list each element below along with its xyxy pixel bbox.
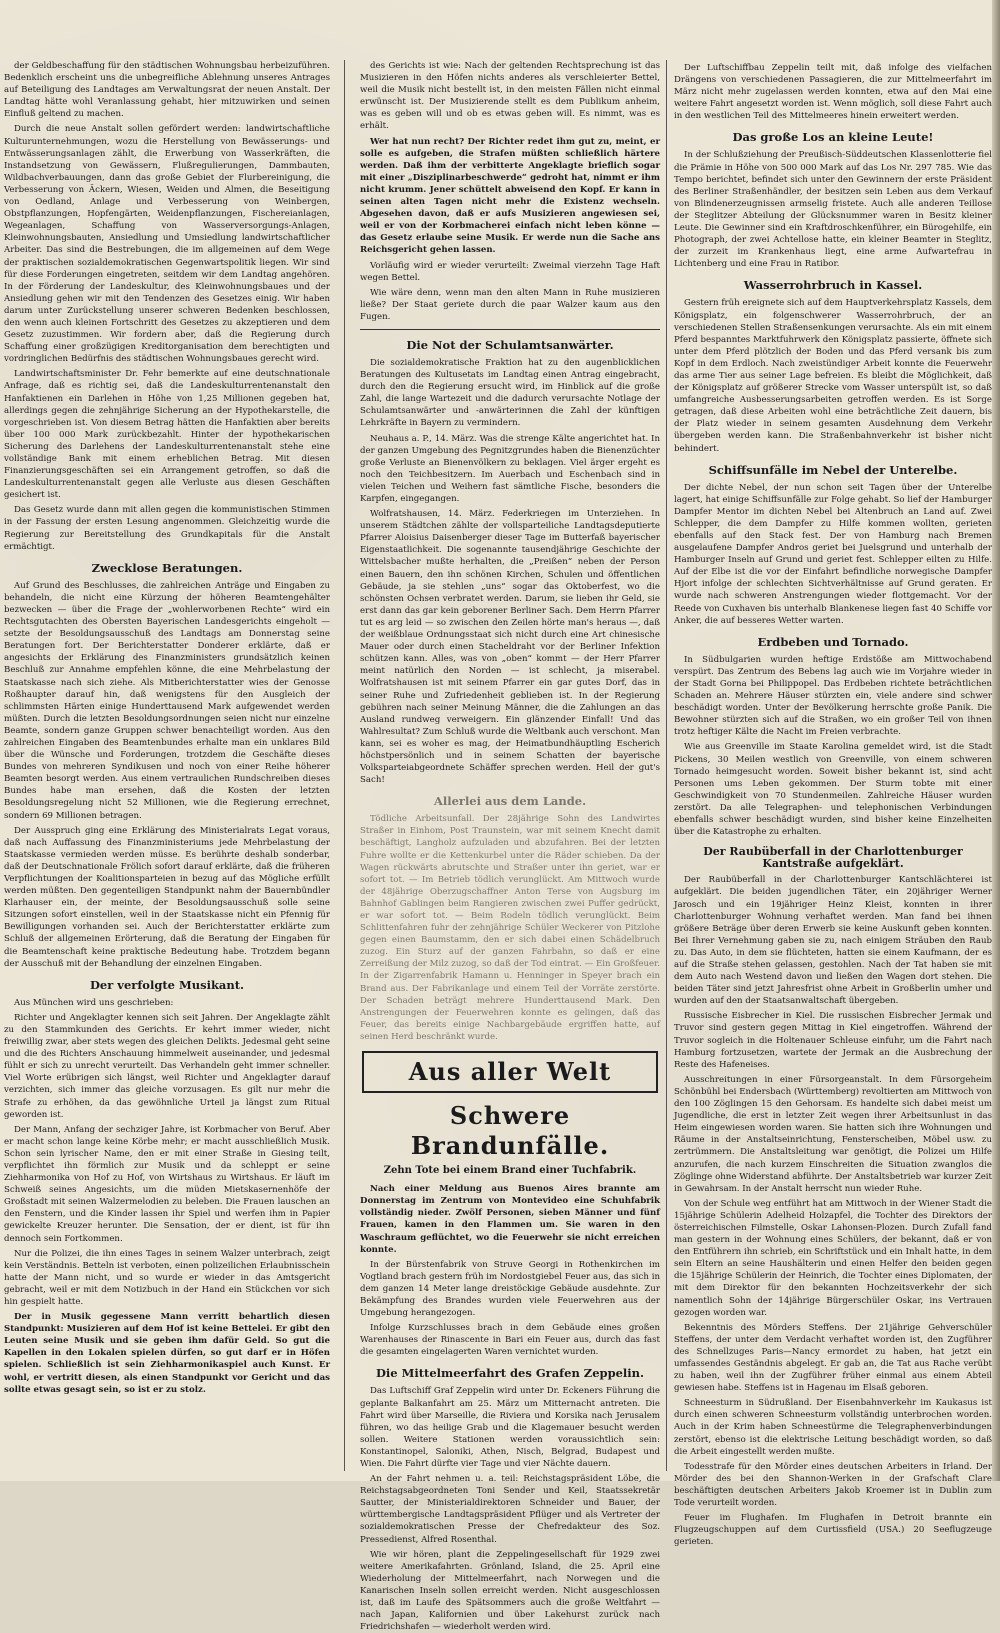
- article-headline: Wasserrohrbruch in Kassel.: [743, 278, 923, 293]
- article-headline: Die Mittelmeerfahrt des Grafen Zeppelin.: [375, 1366, 645, 1381]
- article-headline-large: Schwere Brandunfälle.: [410, 1101, 610, 1161]
- article-paragraph: Der in Musik gegessene Mann verritt behartlich diesen Standpunkt: Musizieren auf dem Hof ist keine Bettelei. Er gibt den Leuten seine Musik und sie geben ihm dafür Geld. So gut die Kapellen in den Lokalen spielen dürfen, so gut darf er in Höfen spielen. Schließlich ist sein Ziehharmonikaspiel auch Kunst. Er wohl, er vertritt diesen, als einen Standpunkt vor Gericht und das sollte etwas gesagt sein, so ist er zu stolz.: [4, 1312, 330, 1395]
- article-paragraph: Die sozialdemokratische Fraktion hat zu den augenblicklichen Beratungen des Kultusetats im Landtag einen Antrag eingebracht, durch den die Regierung ersucht wird, im Hinblick auf die große Zahl, die lange Wartezeit und die dadurch verursachte Notlage der Schulamtsanwärter und -anwärterinnen die Zahl der künftigen Lehrkräfte in Bayern zu vermindern.: [360, 357, 660, 429]
- article-headline: Die Not der Schulamtsanwärter.: [406, 337, 614, 352]
- article-paragraph: In der Schlußziehung der Preußisch-Süddeutschen Klassenlotterie fiel die Prämie in Höhe von 500 000 Mark auf das Los Nr. 297 785. Wie das Tempo berichtet, befindet sich unter den Gewinnern der erste Präsident des Berliner Straßenhändler, der besitzen sein Leben aus dem Verkauf von Blindenerzeugnissen armselig fristete. Auch alle anderen Teillose der Steglitzer Abteilung der Glücksnummer waren in Besitz kleiner Leute. Die Gewinner sind ein Kraftdroschkenführer, ein Bürogehilfe, ein Photograph, der zwei Achtellose hatte, ein kleiner Beamter in Steglitz, der zurzeit im Krankenhaus liegt, eine arme Aufwartefrau in Lichtenberg und eine Frau in Ratibor.: [674, 150, 992, 270]
- article-paragraph: Der Ausspruch ging eine Erklärung des Ministerialrats Legat voraus, daß nach Auffassung des Finanzministeriums jede Mehrbelastung der Staatskasse vermieden werden müsse. Es berührte deshalb sonderbar, daß der Deutschnationale Frölich sofort darauf erklärte, daß die früheren Verpflichtungen der Koalitionsparteien in bezug auf das Mögliche erfüllt werden müßten. Den gegenteiligen Standpunkt nahm der Bauernbündler Klarhauser ein, der meinte, der Besoldungsausschuß solle seine Sitzungen sofort einstellen, weil in der Staatskasse nicht ein Pfennig für Bewilligungen vorhanden sei. Auch der Berichterstatter erklärte zum Schluß der allgemeinen Erörterung, daß die Beratung der Eingaben für die Beamtenschaft keine praktische Bedeutung habe. Trotzdem begann der Ausschuß mit der Behandlung der einzelnen Eingaben.: [4, 825, 330, 969]
- article-paragraph: Der Luftschiffbau Zeppelin teilt mit, daß infolge des vielfachen Drängens von verschiedenen Passagieren, die zur Mittelmeerfahrt im März nicht mehr zugelassen werden konnten, etwa auf den Mai eine weitere Fahrt angesetzt worden ist. Wenn möglich, soll diese Fahrt auch in den westlichen Teil des Mittelmeeres hinein erweitert werden.: [674, 63, 992, 122]
- article-paragraph: Bekenntnis des Mörders Steffens. Der 21jährige Gehverschüler Steffens, der unter dem Verdacht verhaftet worden ist, den Zugführer des Schnellzuges Paris—Nancy ermordet zu haben, hat jetzt ein umfassendes Geständnis abgelegt. Er gab an, die Tat aus Rache verübt zu haben, weil ihn der Zugführer früher einmal aus einem Abteil gewiesen habe. Steffens ist in Hagenau im Elsaß geboren.: [674, 1322, 992, 1394]
- article-paragraph: In Südbulgarien wurden heftige Erdstöße am Mittwochabend verspürt. Das Zentrum des Bebens lag auch wie im Vorjahre wieder in der Stadt Gorna bei Philippopel. Das Erdbeben richtete beträchtlichen Schaden an. Mehrere Häuser stürzten ein, viele andere sind schwer beschädigt worden. Unter der Bevölkerung herrschte große Panik. Die Bewohner stürzten sich auf die Straßen, wo ein großer Teil von ihnen trotz heftiger Kälte die Nacht im Freien verbrachte.: [674, 654, 992, 738]
- article-paragraph: Nach einer Meldung aus Buenos Aires brannte am Donnerstag im Zentrum von Montevideo eine Schuhfabrik vollständig nieder. Zwölf Personen, sieben Männer und fünf Frauen, kamen in den Flammen um. Sie waren in den Waschraum geflüchtet, wo die Feuerwehr sie nicht erreichen konnte.: [360, 1184, 660, 1255]
- article-headline: Schiffsunfälle im Nebel der Unterelbe.: [708, 462, 958, 477]
- article-headline: Zwecklose Beratungen.: [91, 560, 243, 575]
- article-paragraph: Wie aus Greenville im Staate Karolina gemeldet wird, ist die Stadt Pickens, 30 Meilen westlich von Greenville, von einem schweren Tornado heimgesucht worden. Soweit bisher bekannt ist, sind acht Personen ums Leben gekommen. Der Sturm tobte mit einer Geschwindigkeit von 70 Stundenmeilen. Zahlreiche Häuser wurden zerstört. Da alle Telegraphen- und telephonischen Verbindungen ebenfalls schwer beschädigt wurden, sind bisher keine Einzelheiten über die Katastrophe zu erhalten.: [674, 742, 992, 838]
- column-rule: [666, 60, 667, 1471]
- article-paragraph: Wie wir hören, plant die Zeppelingesellschaft für 1929 zwei weitere Amerikafahrten. Grönland, Island, die 25. April eine Wiederholung der Mittelmeerfahrt, nach Norwegen und die Kanarischen Inseln sollen erreicht werden. Nicht ausgeschlossen ist, daß im Laufe des Spätsommers auch die große Weltfahrt — nach Japan, Kalifornien und über Lakehurst zurück nach Friedrichshafen — wiederholt werden wird.: [360, 1549, 660, 1633]
- article-paragraph: Wer hat nun recht? Der Richter redet ihm gut zu, meint, er solle es aufgeben, die Strafen müßten schließlich härtere werden. Daß ihm der verbitterte Angeklagte brieflich sogar mit einer „Disziplinarbeschwerde“ gedroht hat, nimmt er ihm nicht krumm. Jener schüttelt abweisend den Kopf. Er kann in seinen alten Tagen nicht mehr die Existenz wechseln. Abgesehen davon, daß er aufs Musizieren angewiesen sei, weil er von der Korbmacherei einfach nicht leben könne — das Gesetz erlaube seine Musik. Er werde nun die Sache ans Reichsgericht gehen lassen.: [360, 136, 660, 256]
- article-paragraph: Auf Grund des Beschlusses, die zahlreichen Anträge und Eingaben zu behandeln, die nicht eine Kürzung der höheren Beamtengehälter bezwecken — über die Frage der „wohlerworbenen Rechte“ wird ein Rechtsgutachten des Obersten Bayerischen Landesgerichts eingeholt — setzte der Besoldungsausschuß des Landtags am Donnerstag seine Beratungen fort. Der Berichterstatter Donderer erklärte, daß er angesichts der Erklärung des Finanzministers grundsätzlich keinen Beschluß zur Annahme empfehlen könne, die eine Mehrbelastung der Staatskasse nach sich ziehe. Als Mitberichterstatter wies der Genosse Roßhaupter darauf hin, daß wenigstens für den Ausgleich der schlimmsten Härten einige Hunderttausend Mark aufgewendet werden müßten. Durch die letzten Besoldungsordnungen seien nicht nur einzelne Beamte, sondern ganze Gruppen schwer benachteiligt worden. Aus den zahlreichen Eingaben des Beamtenbundes erhalte man ein unklares Bild über die Wünsche und Forderungen, trotzdem die Geschäfte dieses Bundes von mehreren Syndikusen und noch von einer Reihe höherer Beamten besorgt werden. Aus einem vertraulichen Rundschreiben dieses Bundes habe man ersehen, daß die Kosten der letzten Besoldungsregelung nicht 52 Millionen, wie die Regierung errechnet, sondern 69 Millionen betragen.: [4, 580, 330, 821]
- article-paragraph: Der Raubüberfall in der Charlottenburger Kantschlächterei ist aufgeklärt. Die beiden jugendlichen Täter, ein 20jähriger Werner Jarosch und ein 19jähriger Heinz Kleist, konnten in ihrer Charlottenburger Wohnung verhaftet werden. Man fand bei ihnen größere Beträge über deren Erwerb sie keine Auskunft geben konnten. Bei Ihrer Vernehmung gaben sie zu, nach einigem Sträuben den Raub zu. Das Auto, in dem sie flüchteten, hatten sie einem Kaufmann, der es auf die Straße stehen gelassen, gestohlen. Nach der Tat haben sie mit dem Auto nach Westend davon und ließen den Wagen dort stehen. Die beiden Täter sind jetzt Jahresfrist ohne Arbeit in Großberlin umher und wurden auf den der Staatsanwaltschaft übergeben.: [674, 875, 992, 1007]
- article-paragraph: Durch die neue Anstalt sollen gefördert werden: landwirtschaftliche Kulturunternehmungen, wozu die Herstellung von Bewässerungs- und Entwässerungsanlagen zählt, die Erwerbung von Wasserkräften, die Instandsetzung von Gewässern, Flußregulierungen, Dammbauten, Wildbachverbauungen, dann das große Gebiet der Flurbereinigung, die Verbesserung von Äckern, Wiesen, Weiden und Almen, die Beseitigung von Oedland, Anlage und Verbesserung von Weinbergen, Obstpflanzungen, Hopfengärten, Weidenpflanzungen, Fischereianlagen, Wegeanlagen, Schaffung von Wasserversorgungs-Anlagen, Kleinwohnungsbauten, Ansiedlung und Umsiedlung landwirtschaftlicher Arbeiter. Das sind die Bestrebungen, die im allgemeinen auf dem Wege der praktischen sozialdemokratischen Gegenwartspolitik liegen. Wir sind für diese Forderungen eingetreten, seitdem wir dem Landtag angehören. In der Förderung der Landeskultur, des Kleinwohnungsbaues und der Ansiedlung gehen wir mit den Tendenzen des Gesetzes einig. Wir haben darum unter Zurückstellung unserer schweren Bedenken beschlossen, den wenn auch kleinen Fortschritt des Gesetzes zu akzeptieren und dem Gesetz zuzustimmen. Wir fordern aber, daß die Regierung durch Schaffung einer großzügigen Kreditorganisation dem berechtigten und vordringlichen Bedürfnis des städtischen Wohnungsbaues gerecht wird.: [4, 124, 330, 365]
- article-paragraph: Wie wäre denn, wenn man den alten Mann in Ruhe musizieren ließe? Der Staat geriete durch die paar Walzer kaum aus den Fugen.: [360, 287, 660, 322]
- article-paragraph: Neuhaus a. P., 14. März. Was die strenge Kälte angerichtet hat. In der ganzen Umgebung des Pegnitzgrundes haben die Bienenzüchter große Verluste an Bienenvölkern zu beklagen. Viel ärger ergeht es noch den Teichbesitzern. Im Auerbach und Eschenbach sind in vielen Teichen und Weihern fast sämtliche Fische, besonders die Karpfen, eingegangen.: [360, 433, 660, 504]
- article-paragraph: An der Fahrt nehmen u. a. teil: Reichstagspräsident Löbe, die Reichstagsabgeordneten Toni Sender und Keil, Staatssekretär Sautter, der Ministerialdirektoren Schneider und Bauer, der württembergische Landtagspräsident Pflüger und als Vertreter der sozialdemokratischen Presse der Chefredakteur des Soz. Pressedienst, Alfred Rosenthal.: [360, 1474, 660, 1545]
- section-divider: [360, 329, 660, 330]
- article-paragraph: Tödliche Arbeitsunfall. Der 28jährige Sohn des Landwirtes Straßer in Einhom, Post Traunstein, war mit seinem Knecht damit beschäftigt, Langholz aufzuladen und abzufahren. Bei der letzten Fuhre wollte er die Kettenkurbel unter die Räder schieben. Da der Wagen rückwärts abrutschte und Straßer unter ihn geriet, war er sofort tot. — Im Betrieb tödlich verunglückt. Am Mittwoch wurde der 48jährige Oberzugschaffner Anton Terse von Augsburg im Bahnhof Gablingen beim Rangieren zwischen zwei Puffer gedrückt, er war sofort tot. — Beim Rodeln tödlich verunglückt. Beim Schlittenfahren fuhr der zehnjährige Schüler Weckerer von Pitzlohe gegen einen Baumstamm, den er sich dabei einen Schädelbruch zuzog. Ein Sturz auf der ganzen Fahrbahn, so daß er eine Zerreißung der Milz zuzog, so daß der Tod eintrat. — Ein Großfeuer. In der Zigarrenfabrik Hamann u. Henninger in Speyer brach ein Brand aus. Der Fabrikanlage und einem Teil der Vorräte zerstörte. Der Schaden beträgt mehrere Hunderttausend Mark. Den Anstrengungen der Feuerwehren konnte es gelingen, daß das Feuer, das bereits einige Nachbargebäude ergriffen hatte, auf seinen Herd beschränkt wurde.: [360, 814, 660, 1042]
- article-paragraph: Gestern früh ereignete sich auf dem Hauptverkehrsplatz Kassels, dem Königsplatz, ein folgenschwerer Wasserrohrbruch, der an verschiedenen Stellen Straßensenkungen verursachte. Als ein mit einem Pferd bespanntes Marktfuhrwerk den Königsplatz passierte, öffnete sich unter dem Pferd plötzlich der Boden und das Pferd versank bis zum Kopf in dem Erdloch. Nach zweistündiger Arbeit konnte die Feuerwehr das arme Tier aus seiner Lage befreien. Es bleibt die Möglichkeit, daß der Königsplatz auf größerer Strecke vom Wasser unterspült ist, so daß umfangreiche Ausbesserungsarbeiten getroffen werden. Es ist Sorge getragen, daß diese Arbeiten wohl eine beträchtliche Zeit dauern, bis der Platz wieder in seinem gesamten Ausdehnung dem Verkehr übergeben werden kann. Die Straßenbahnverkehr ist bisher nicht behindert.: [674, 298, 992, 454]
- column-left: [4, 60, 330, 1473]
- article-paragraph: Schneesturm in Südrußland. Der Eisenbahnverkehr im Kaukasus ist durch einen schweren Schneesturm vollständig unterbrochen worden. Auch in der Krim haben Schneestürme die Telegraphenverbindungen zerstört, ebenso ist die elektrische Leitung beschädigt worden, so daß die Arbeit eingestellt werden mußte.: [674, 1398, 992, 1457]
- article-headline: Erdbeben und Tornado.: [757, 634, 909, 649]
- article-paragraph: Von der Schule weg entführt hat am Mittwoch in der Wiener Stadt die 15jährige Schülerin Adelheid Holzapfel, die Tochter des Direktors der österreichischen Filmstelle, Oskar Lahonsen-Plozen. Durch Zufall fand man gestern in der Wohnung eines Schülers, der bekannt, daß er von den Entführern ihn schrieb, ein Schriftstück und ein Inhalt hatte, in dem sein Eltern an seine Haushälterin und einen Helfer den beiden gegen die 15jährige Schülerin der Heinrich, die Tochter eines Diplomaten, der mit dem Direktor für den bekannten Hochzeitsverkehr der sich namentlich Sohn der 14jährige Bürgerschüler Oskar, ins Vertrauen gezogen worden war.: [674, 1198, 992, 1318]
- section-banner: Aus aller Welt: [362, 1051, 658, 1093]
- column-middle: [360, 60, 660, 1633]
- article-paragraph: Landwirtschaftsminister Dr. Fehr bemerkte auf eine deutschnationale Anfrage, daß es richtig sei, daß die Landeskulturrentenanstalt den Hanfaktienen ein Darlehen in Höhe von 1,25 Millionen gegeben hat, allerdings gegen die zehnjährige Sicherung an der Hypothekarstelle, die vorgeschrieben ist. Von diesem Betrag hätten die Hanfaktien aber bereits über 100 000 Mark zurückbezahlt. Hinter der hypothekarischen Sicherung des Darlehens der Landeskulturrentenanstalt stehe eine vollständige Bank mit einem erheblichen Betrag. Mit diesen Finanzierungsgeschäften sei ein Arrangement getroffen, so daß die Landeskulturrentenanstalt gegen alle Verluste aus diesen Geschäften gesichert ist.: [4, 369, 330, 501]
- article-paragraph: Vorläufig wird er wieder verurteilt: Zweimal vierzehn Tage Haft wegen Bettel.: [360, 260, 660, 283]
- article-paragraph: Der dichte Nebel, der nun schon seit Tagen über der Unterelbe lagert, hat einige Schiffsunfälle zur Folge gehabt. So lief der Hamburger Dampfer Mentor im dichten Nebel bei Altenbruch an Land auf. Zwei Schlepper, die dem Dampfer zu Hilfe kommen wollten, gerieten ebenfalls auf den Stack fest. Der von Hamburg nach Bremen ausgelaufene Dampfer Andros geriet bei Juelsgrund und unterhalb der Hamburger Inseln auf Grund und geriet fest. Schlepper eilten zu Hilfe. Auf der Elbe ist die vor der Einfahrt befindliche norwegische Dampfer Hjort infolge der schlechten Sichtverhältnisse auf Grund geraten. Er wurde nach schweren Anstrengungen wieder flottgemacht. Vor der Reede von Cuxhaven bis unterhalb Blankenese liegen fast 40 Schiffe vor Anker, die auf besseres Wetter warten.: [674, 482, 992, 626]
- section-headline: Allerlei aus dem Lande.: [433, 794, 587, 809]
- article-paragraph: Feuer im Flughafen. Im Flughafen in Detroit brannte ein Flugzeugschuppen auf dem Curtissfield (USA.) 20 Seeflugzeuge gerieten.: [674, 1513, 992, 1548]
- article-headline: Der verfolgte Musikant.: [89, 977, 245, 992]
- page-edge-shadow: [992, 0, 1000, 1481]
- article-paragraph: der Geldbeschaffung für den städtischen Wohnungsbau herbeizuführen. Bedenklich erscheint uns die unbegreifliche Ablehnung unseres Antrages auf Beteiligung des Landtages am Verwaltungsrat der neuen Anstalt. Der Landtag hätte wohl Veranlassung gehabt, hier mitzuwirken und seinen Einfluß geltend zu machen.: [4, 61, 330, 120]
- article-subheadline: Zehn Tote bei einem Brand einer Tuchfabrik.: [383, 1165, 637, 1177]
- article-paragraph: Richter und Angeklagter kennen sich seit Jahren. Der Angeklagte zählt zu den Stammkunden des Gerichts. Er kehrt immer wieder, nicht freiwillig zwar, aber stets wegen des gleichen Delikts. Jedesmal geht seine und die des Richters Anschauung himmelweit auseinander, und jedesmal fühlt er sich zu unrecht verurteilt. Das Verhandeln geht immer schneller. Viel Worte erübrigen sich längst, weil Richter und Angeklagter darauf verzichten, sich immer das gleiche vorzusagen. Es gilt nur mehr die Strafe zu erhöhen, da das gewöhnliche Urteil ja längst zum Ritual geworden ist.: [4, 1012, 330, 1120]
- column-right: [674, 62, 992, 1548]
- article-paragraph: des Gerichts ist wie: Nach der geltenden Rechtsprechung ist das Musizieren in den Höfen nichts anderes als verschleierter Bettel, weil die Musik nicht bestellt ist, in den meisten Fällen nicht einmal erwünscht ist. Der Musizierende stellt es dem Publikum anheim, was es geben will und ob es etwas geben will. Es nimmt, was es erhält.: [360, 61, 660, 132]
- article-dateline: Aus München wird uns geschrieben:: [14, 997, 174, 1008]
- article-paragraph: Infolge Kurzschlusses brach in dem Gebäude eines großen Warenhauses der Rinascente in Bari ein Feuer aus, durch das fast die gesamten eingelagerten Waren vernichtet wurden.: [360, 1323, 660, 1358]
- article-paragraph: Das Gesetz wurde dann mit allen gegen die kommunistischen Stimmen in der Fassung der ersten Lesung angenommen. Gleichzeitig wurde die Regierung zur Bereitstellung des Grundkapitals für die Anstalt ermächtigt.: [4, 505, 330, 552]
- article-paragraph: Russische Eisbrecher in Kiel. Die russischen Eisbrecher Jermak und Truvor sind gestern gegen Mittag in Kiel eingetroffen. Während der Truvor sogleich in die Holtenauer Schleuse einfuhr, um die Fahrt nach Hamburg fortzusetzen, wartete der Jermak an die Ausbrechung der Reste des Hafeneises.: [674, 1011, 992, 1070]
- article-paragraph: Wolfratshausen, 14. März. Federkriegen im Unterziehen. In unserem Städtchen zählte der vollsparteiliche Landtagsdeputierte Pfarrer Aloisius Daisenberger dieser Tage im Butterfaß bayerischer Eigenstaatlichkeit. Die sogenannte tausendjährige Geschichte der Wittelsbacher mußte herhalten, die „Preißen“ neben der Person einen Bauern, den ihn schönen Kirchen, Schulen und öffentlichen Gebäude, ja sie stehlen „uns“ sogar das Oktoberfest, wo die schönsten Ochsen verbratet werden. Darum, sie lieben ihr Geld, sie erst dann das gar kein geborener Berliner Sach. Dem Herrn Pfarrer tut es arg leid — so zwischen den Zeilen hörte man's heraus —, daß der weißblaue Ordnungsstaat sich nicht durch eine Art chinesische Mauer oder durch einen Stacheldraht vor der Berliner Infektion schützen kann. Alles, was von „oben“ kommt — der Herr Pfarrer meint natürlich den Norden — ist schlecht, ja miserabel. Wolfratshausen ist mit seinem Pfarrer ein gar gutes Dorf, das in seiner Ruhe und Zufriedenheit geblieben ist. In der Regierung gebühren nach seiner Meinung Männer, die die Zahlungen an das Ausland rundweg verweigern. Ein glänzender Einfall! Und das Wahlresultat? Zum Schluß wurde die Weltbank auch verschont. Man kann, sei es woher es mag, der Heimatbundhäuptling Escherich höchstpersönlich und in seinem Schatten der bayerische Volksparteiabgeordnete Schäffer sprechen werden. Heil der gut's Sach!: [360, 509, 660, 786]
- column-rule: [344, 60, 345, 1471]
- article-paragraph: Ausschreitungen in einer Fürsorgeanstalt. In dem Fürsorgeheim Schönbühl bei Endersbach (Württemberg) revoltierten am Mittwoch von den 100 Zöglingen 15 den Gehorsam. Es handelte sich dabei meist um Jugendliche, die erst in letzter Zeit wegen ihrer Arbeitsunlust in das Heim eingewiesen worden waren. Sie hatten sich ihre Wohnungen und Räume in der Anstaltseinrichtung, Fensterscheiben, Möbel usw. zu zertrümmern. Die Anstaltsleitung war genötigt, die Polizei um Hilfe anzurufen, die nach kurzem Einschreiten die Situation zwanglos die Zöglinge ohne Widerstand abführte. Der Anstaltsbetrieb war kurzer Zeit in Gewahrsam. In der Anstalt herrscht nun wieder Ruhe.: [674, 1074, 992, 1194]
- article-paragraph: Das Luftschiff Graf Zeppelin wird unter Dr. Eckeners Führung die geplante Balkanfahrt am 25. März um Mitternacht antreten. Die Fahrt wird über Marseille, die Riviera und Korsika nach Jerusalem führen, wo das heilige Grab und die Klagemauer besucht werden sollen. Weitere Stationen werden voraussichtlich sein: Konstantinopel, Saloniki, Athen, Nisch, Belgrad, Budapest und Wien. Die Fahrt dürfte vier Tage und vier Nächte dauern.: [360, 1386, 660, 1469]
- article-paragraph: Todesstrafe für den Mörder eines deutschen Arbeiters in Irland. Der Mörder des bei den Shannon-Werken in der Grafschaft Clare beschäftigten deutschen Arbeiters Jakob Kroemer ist in Dublin zum Tode verurteilt worden.: [674, 1461, 992, 1509]
- article-paragraph: Der Mann, Anfang der sechziger Jahre, ist Korbmacher von Beruf. Aber er macht schon lange keine Körbe mehr; er macht ausschließlich Musik. Schon sein lyrischer Name, den er mit einer Straße in Giesing teilt, verpflichtet ihn förmlich zur Musik und da schleppt er seine Ziehharmonika von Hof zu Hof, von Wirtshaus zu Wirtshaus. Er läuft im Schweiß seines Angesichts, um die müden Mietskasernenhöfe der Großstadt mit seinen Walzermelodien zu beleben. Die Frauen lauschen an den Fenstern, und die Kinder lassen ihr Spiel und werfen ihm in Papier gewickelte Kreuzer herunter. Die Sensation, der er dient, ist für ihn dennoch sein Fortkommen.: [4, 1124, 330, 1244]
- article-headline: Der Raubüberfall in der Charlottenburger Kantstraße aufgeklärt.: [703, 845, 963, 871]
- article-headline: Das große Los an kleine Leute!: [732, 130, 934, 145]
- article-paragraph: In der Bürstenfabrik von Struve Georgi in Rothenkirchen im Vogtland brach gestern früh im Nordostgiebel Feuer aus, das sich in dem ganzen 14 Meter lange dreistöckige Gebäude ausdehnte. Zur Bekämpfung des Brandes wurden viele Feuerwehren aus der Umgebung herangezogen.: [360, 1259, 660, 1319]
- article-paragraph: Nur die Polizei, die ihn eines Tages in seinem Walzer unterbrach, zeigt kein Verständnis. Betteln ist verboten, einen polizeilichen Erlaubnisschein hatte der Mann nicht, und so wurde er wieder in das Amtsgericht gebracht, weil er mit dem Notizbuch in der Hand ein Stückchen vor sich hin gespielt hatte.: [4, 1248, 330, 1307]
